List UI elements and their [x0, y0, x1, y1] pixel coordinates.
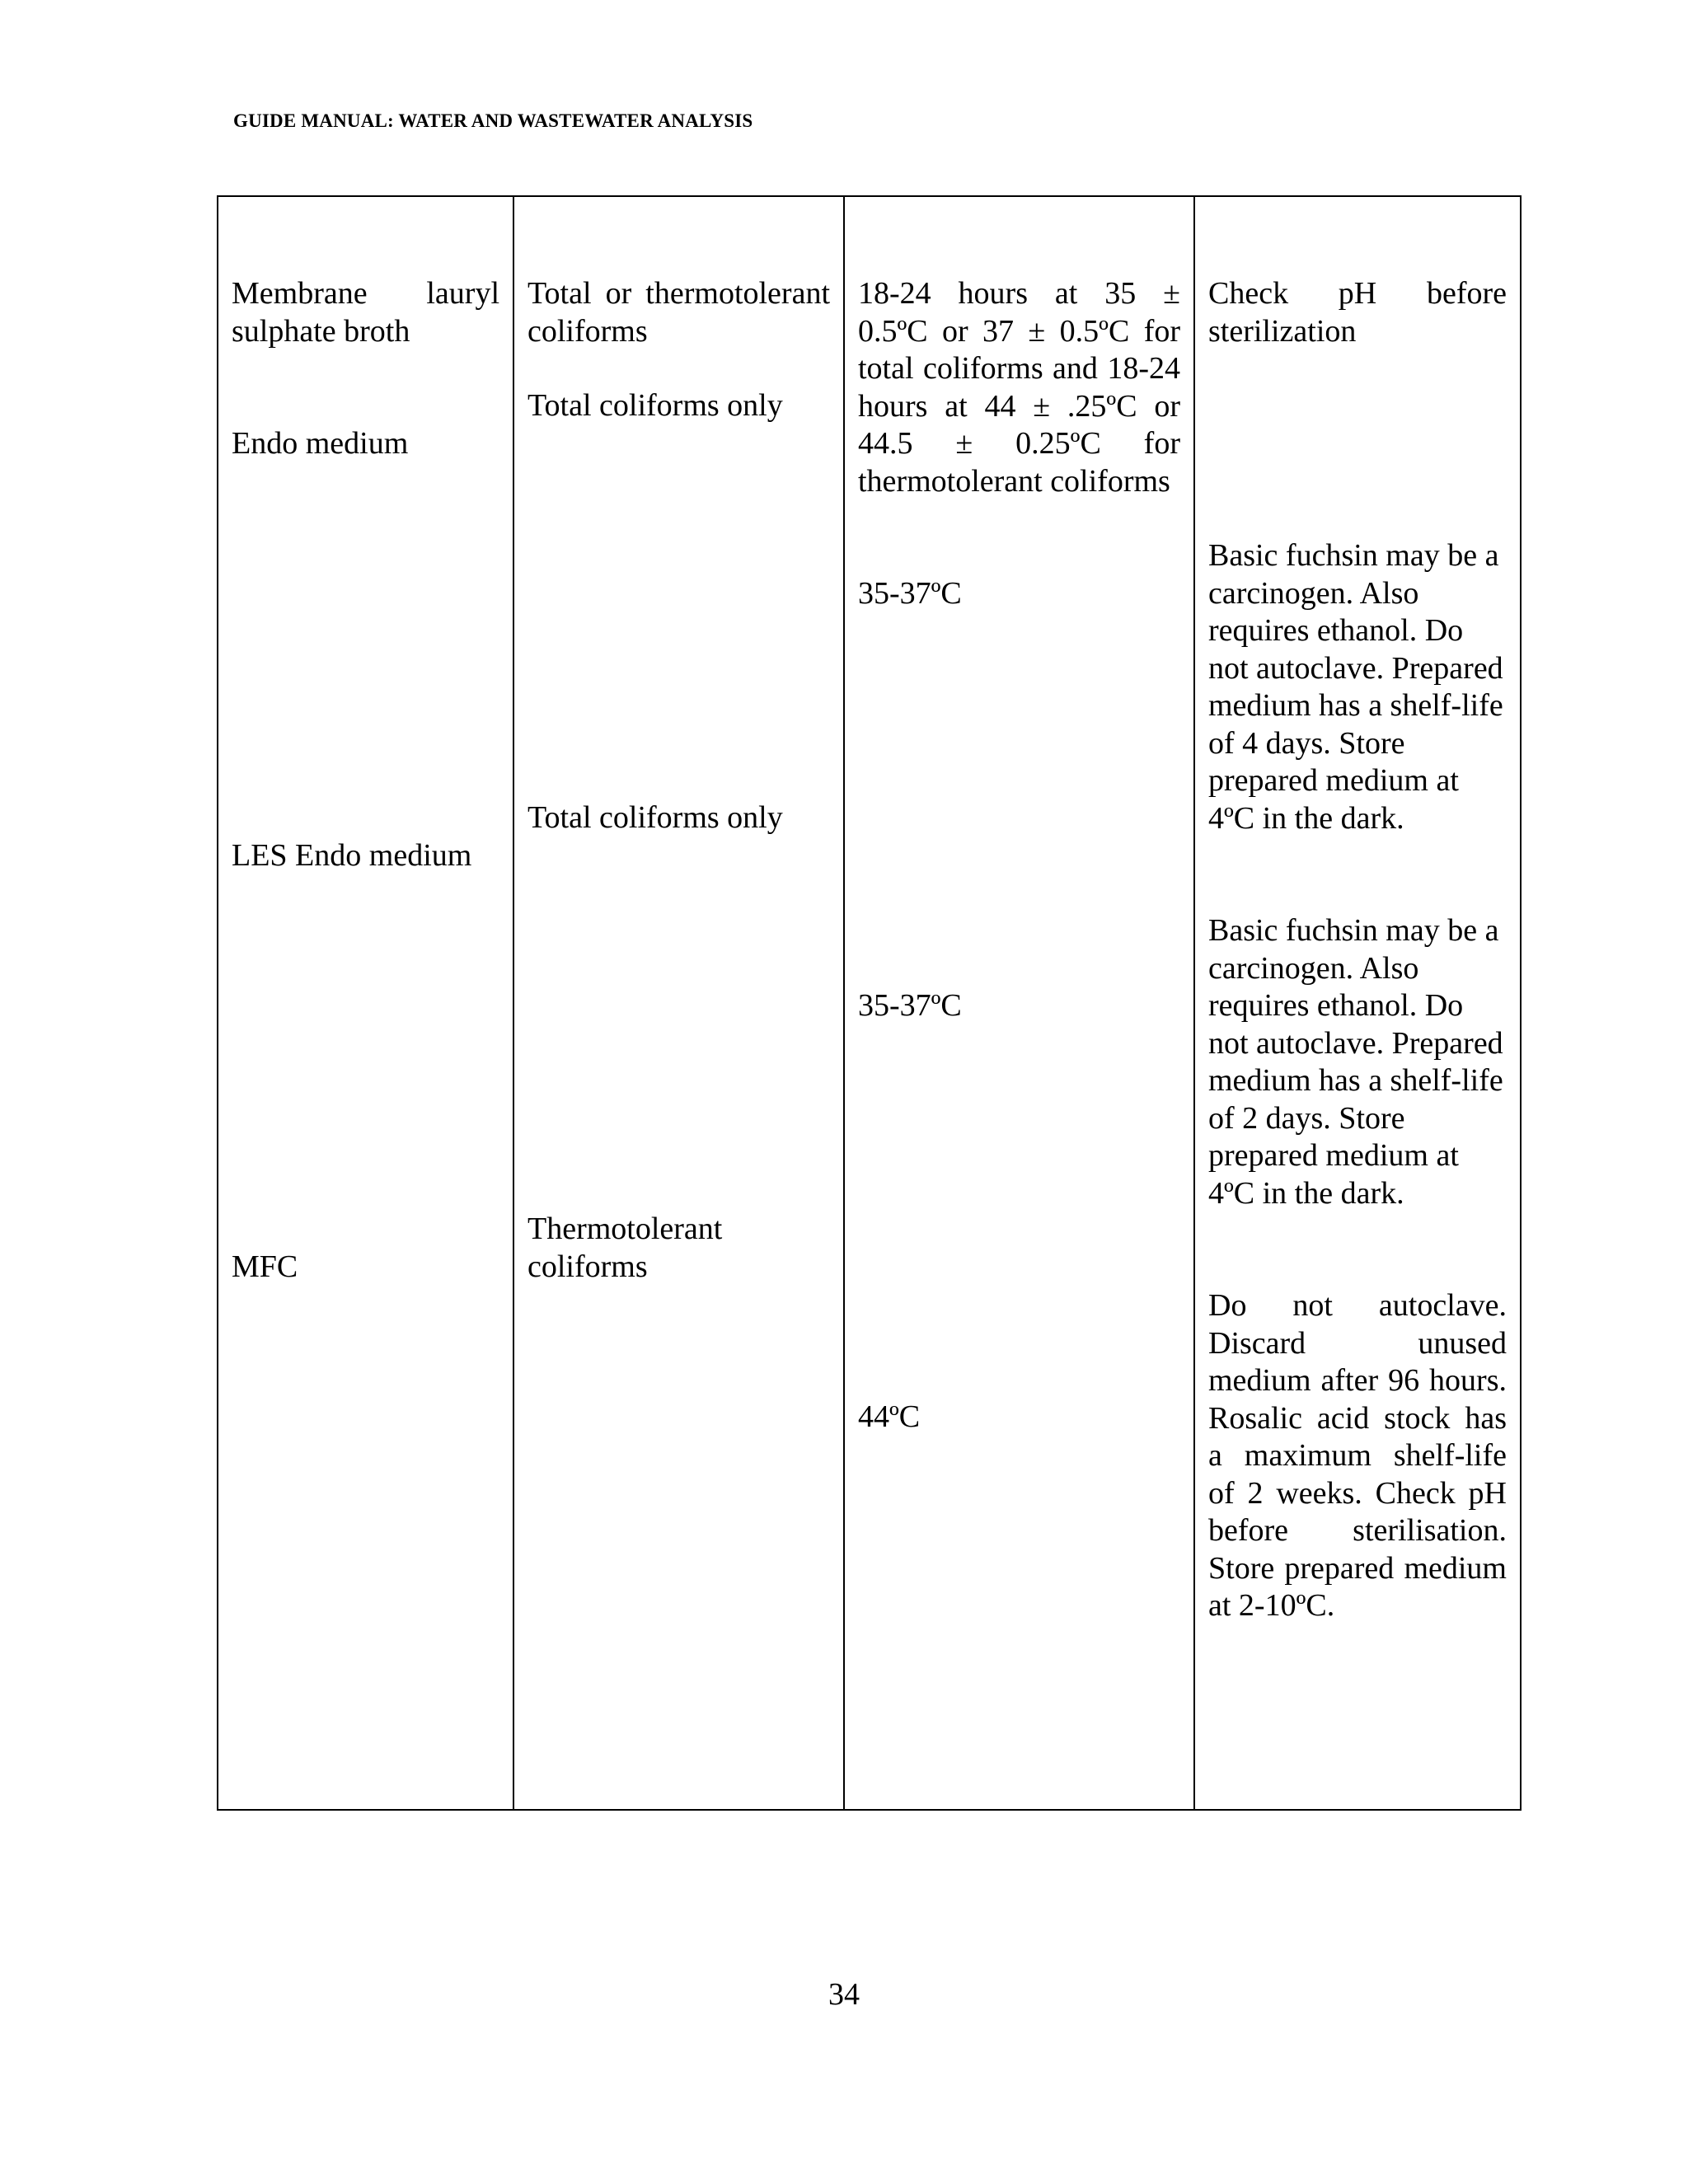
table-cell-incubation-endo: 35-37ºC [858, 576, 962, 611]
table-cell-organisms-les-endo: Total coliforms only [528, 799, 783, 835]
table-cell-notes-mfc: Do not autoclave. Discard unused medium after 96 hours. Rosalic acid stock has a maximum shelf-life of 2 weeks. Check pH before sterilisation. Store prepared medium at 2-10ºC. [1208, 1288, 1507, 1623]
table-cell-medium-les-endo: LES Endo medium [232, 837, 472, 873]
table-cell-notes-les-endo: Basic fuchsin may be a carcinogen. Also requires ethanol. Do not autoclave. Prepared medium has a shelf-life of 2 days. Store prepared medium at 4ºC in the dark. [1208, 913, 1503, 1211]
table-cell-incubation-les-endo: 35-37ºC [858, 987, 962, 1023]
page-number: 34 [828, 1977, 860, 2012]
notes-column-cell [1194, 196, 1521, 1810]
culture-media-table [217, 195, 1522, 1811]
table-cell-organisms-endo: Total coliforms only [528, 388, 783, 423]
table-cell-incubation-membrane-lauryl: 18-24 hours at 35 ± 0.5ºC or 37 ± 0.5ºC for total coliforms and 18-24 hours at 44 ± .25ºC or 44.5 ± 0.25ºC for thermotolerant coliforms [858, 276, 1180, 499]
running-header: GUIDE MANUAL: WATER AND WASTEWATER ANALYSIS [233, 110, 753, 131]
table-cell-organisms-mfc: Thermotolerant coliforms [528, 1212, 723, 1284]
table-cell-notes-endo: Basic fuchsin may be a carcinogen. Also requires ethanol. Do not autoclave. Prepared medium has a shelf-life of 4 days. Store prepared medium at 4ºC in the dark. [1208, 538, 1503, 836]
table-cell-incubation-mfc: 44ºC [858, 1399, 921, 1434]
table-row [218, 196, 1521, 1810]
organisms-column-cell [513, 196, 844, 1810]
medium-column-cell [218, 196, 513, 1810]
table-cell-medium-endo: Endo medium [232, 426, 409, 461]
table-cell-notes-membrane-lauryl: Check pH before sterilization [1208, 276, 1507, 349]
table-cell-medium-mfc: MFC [232, 1249, 298, 1284]
table-cell-organisms-membrane-lauryl: Total or thermotolerant coliforms [528, 276, 830, 349]
table-cell-medium-membrane-lauryl: Membrane lauryl sulphate broth [232, 276, 499, 349]
incubation-column-cell [844, 196, 1194, 1810]
